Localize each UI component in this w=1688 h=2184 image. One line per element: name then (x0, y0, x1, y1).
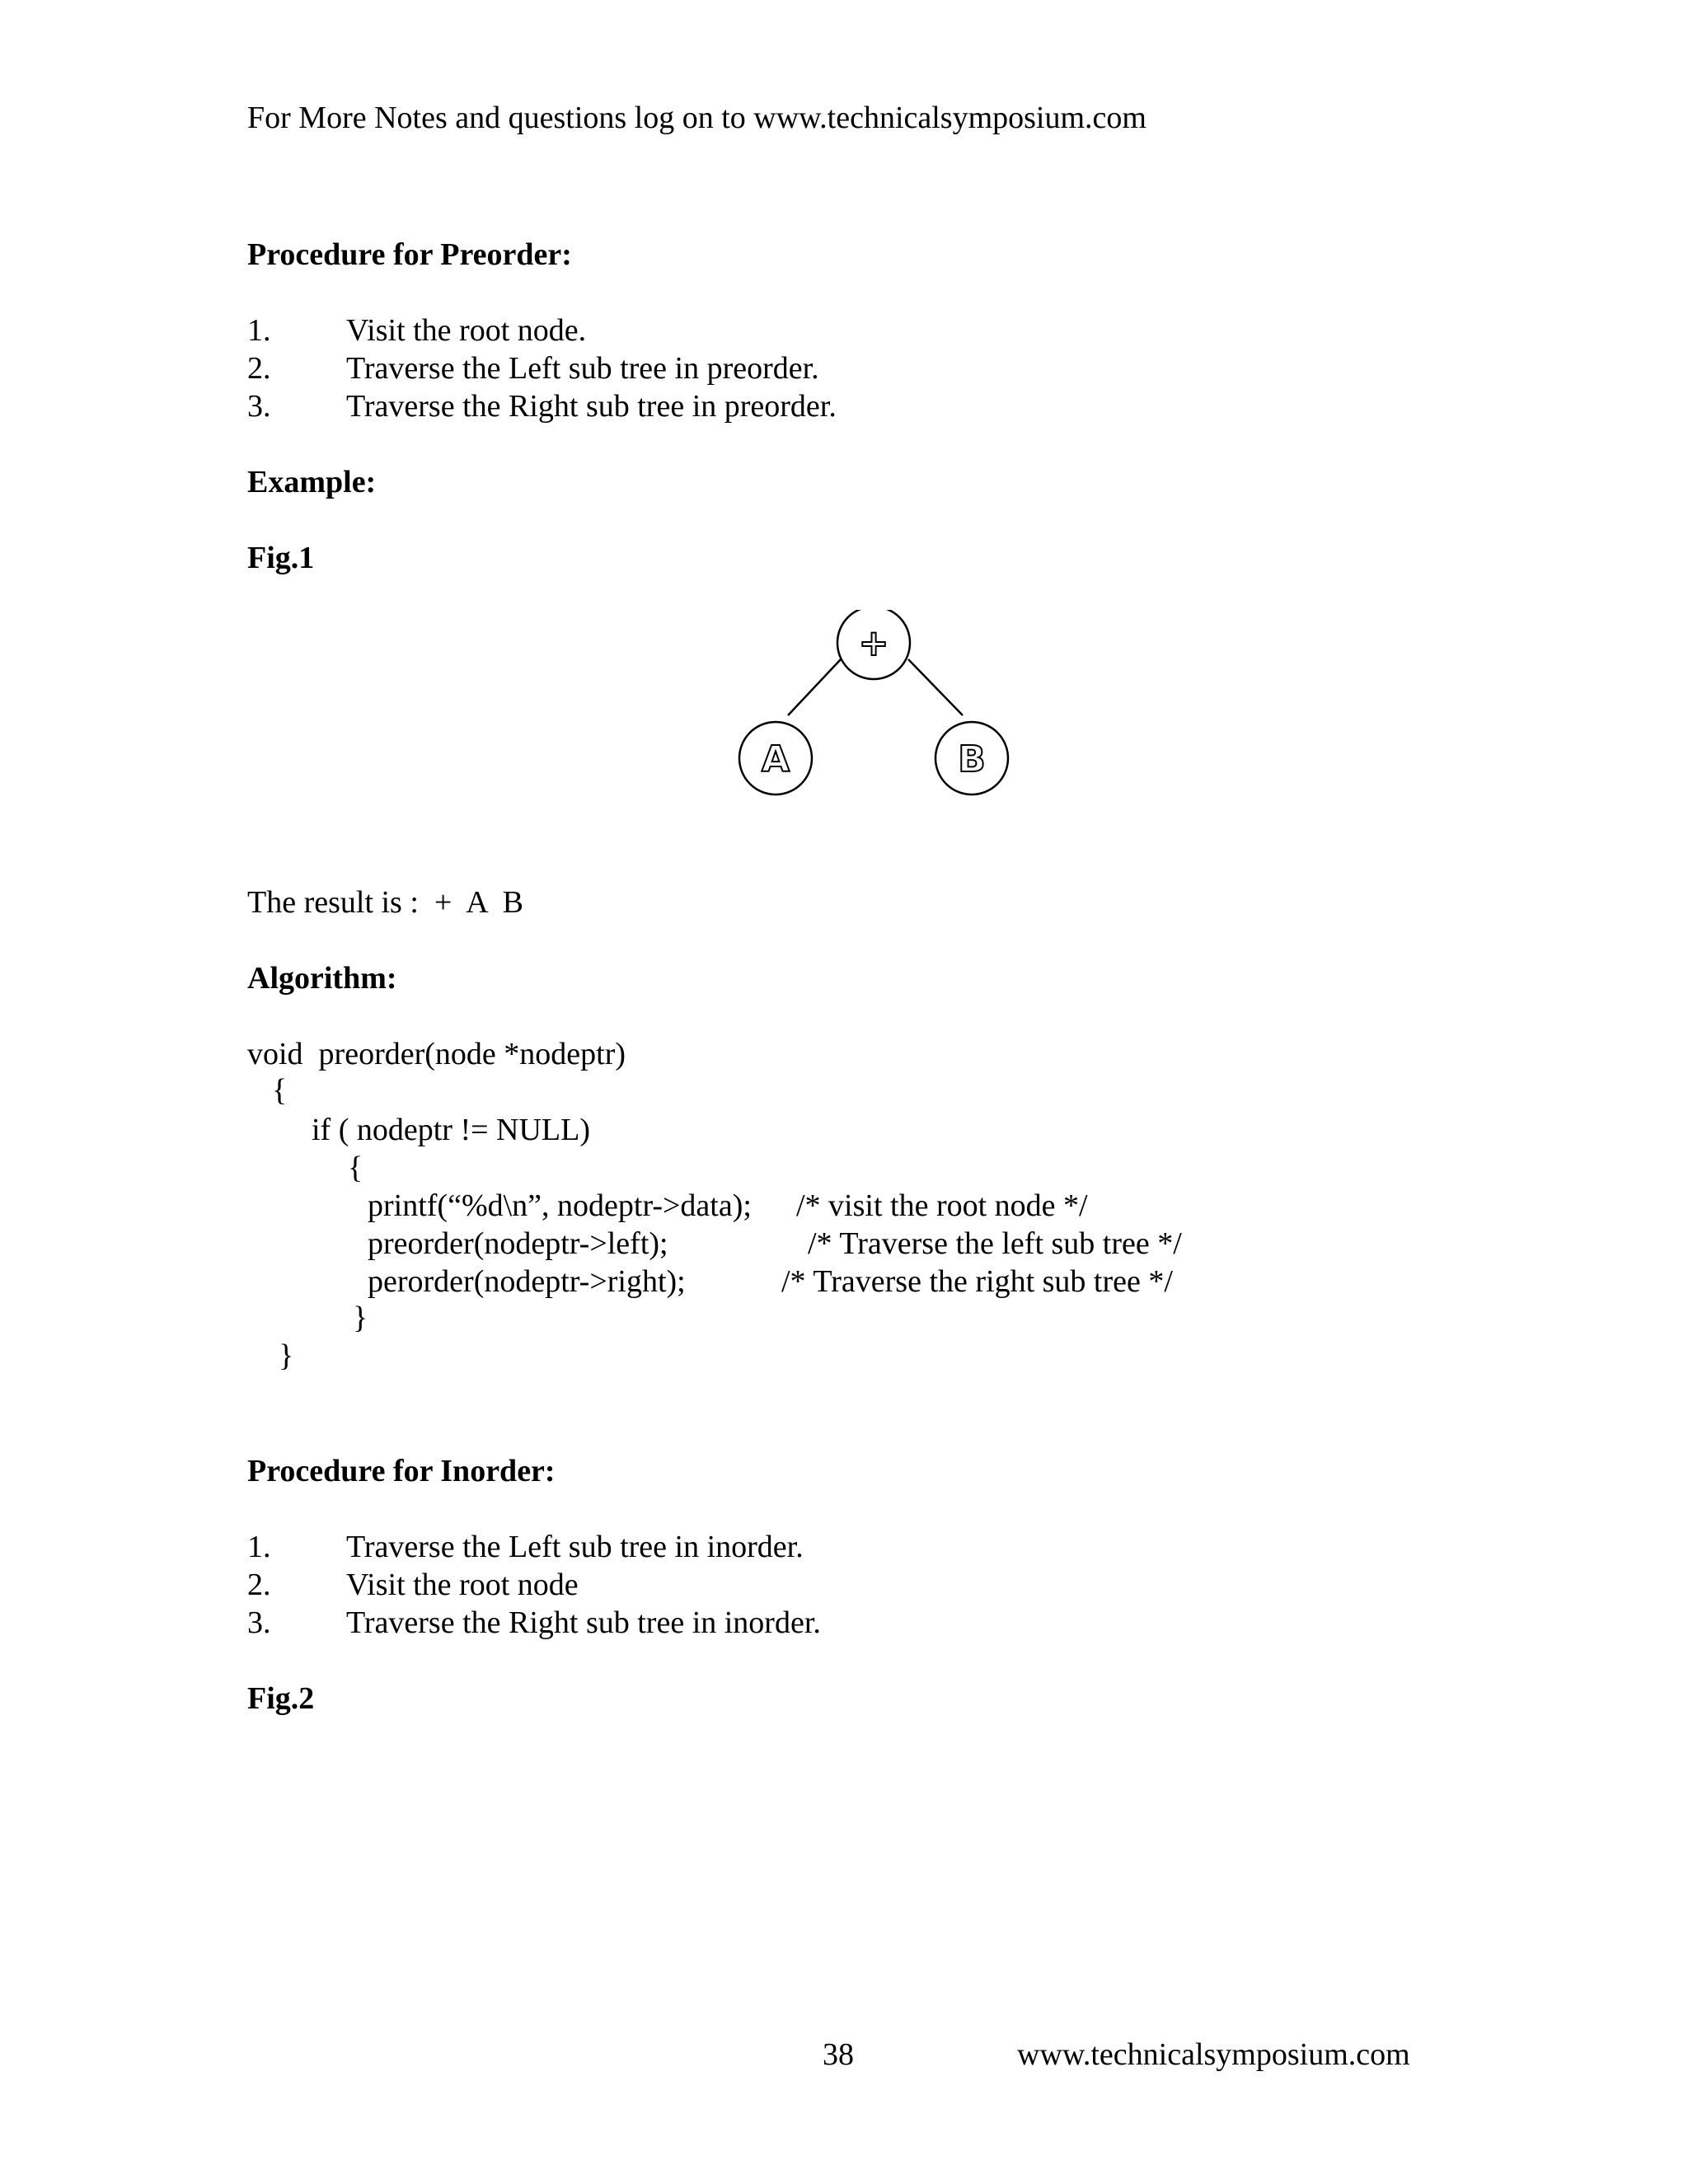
code-line-9: } (279, 1338, 294, 1373)
preorder-step-2-text: Traverse the Left sub tree in preorder. (346, 351, 819, 386)
example-heading: Example: (247, 465, 377, 499)
code-line-6: preorder(nodeptr->left); (368, 1226, 668, 1261)
page-number: 38 (823, 2037, 854, 2072)
edge-root-right (908, 659, 963, 715)
inorder-step-2-number: 2. (247, 1568, 271, 1602)
preorder-step-1-text: Visit the root node. (346, 313, 587, 348)
preorder-step-3-number: 3. (247, 389, 271, 424)
code-line-8: } (353, 1301, 368, 1335)
code-line-1: void preorder(node *nodeptr) (247, 1037, 626, 1071)
code-line-7-comment: /* Traverse the right sub tree */ (781, 1264, 1173, 1299)
inorder-step-3-text: Traverse the Right sub tree in inorder. (346, 1605, 821, 1640)
page-header: For More Notes and questions log on to www.technicalsymposium.com (247, 101, 1146, 135)
algorithm-heading: Algorithm: (247, 961, 397, 996)
inorder-step-1-number: 1. (247, 1530, 271, 1564)
fig1-tree-diagram (725, 610, 1022, 808)
root-node-label: + (858, 622, 889, 664)
code-line-5: printf(“%d\n”, nodeptr->data); (368, 1188, 752, 1223)
code-line-7: perorder(nodeptr->right); (368, 1264, 686, 1299)
preorder-step-3-text: Traverse the Right sub tree in preorder. (346, 389, 837, 424)
edge-root-left (788, 659, 841, 715)
left-node-label: A (761, 738, 790, 780)
result-text: The result is : + A B (247, 885, 523, 920)
code-line-5-comment: /* visit the root node */ (796, 1188, 1088, 1223)
code-line-6-comment: /* Traverse the left sub tree */ (808, 1226, 1182, 1261)
inorder-step-2-text: Visit the root node (346, 1568, 579, 1602)
inorder-step-3-number: 3. (247, 1605, 271, 1640)
code-line-4: { (348, 1151, 363, 1185)
footer-site: www.technicalsymposium.com (1017, 2037, 1410, 2072)
right-node-label: B (958, 738, 986, 780)
fig2-label: Fig.2 (247, 1681, 315, 1716)
inorder-heading: Procedure for Inorder: (247, 1454, 556, 1488)
preorder-step-1-number: 1. (247, 313, 271, 348)
preorder-step-2-number: 2. (247, 351, 271, 386)
preorder-heading: Procedure for Preorder: (247, 237, 572, 272)
code-line-3: if ( nodeptr != NULL) (312, 1113, 590, 1147)
fig1-label: Fig.1 (247, 541, 315, 575)
inorder-step-1-text: Traverse the Left sub tree in inorder. (346, 1530, 804, 1564)
code-line-2: { (272, 1073, 288, 1108)
